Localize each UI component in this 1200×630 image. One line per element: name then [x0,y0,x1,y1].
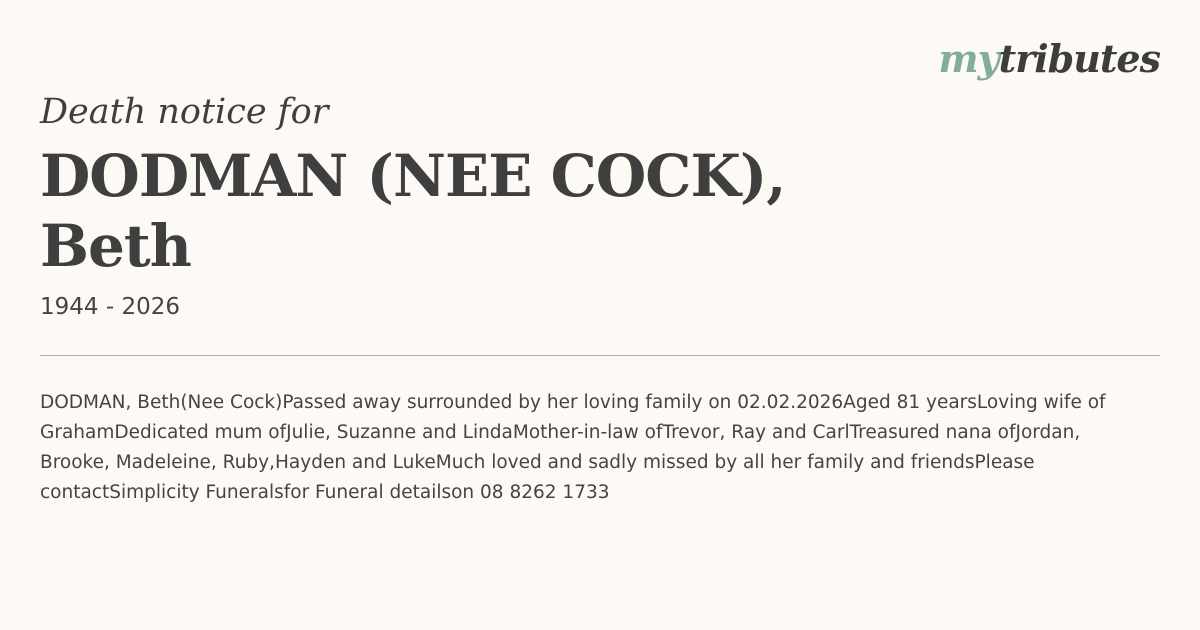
mytributes-logo[interactable] [938,34,1160,84]
logo-tributes-text: tributes [998,36,1160,81]
logo-my-text: my [938,36,999,81]
divider [40,355,1160,356]
deceased-name-line-2: Beth [40,212,191,280]
notice-body-line: contactSimplicity Funeralsfor Funeral detailson 08 8262 1733 [40,482,610,503]
notice-body-line: Brooke, Madeleine, Ruby,Hayden and LukeMuch loved and sadly missed by all her family and friendsPlease [40,452,1035,473]
notice-body-line: GrahamDedicated mum ofJulie, Suzanne and LindaMother-in-law ofTrevor, Ray and CarlTreasured nana ofJordan, [40,422,1081,443]
deceased-name-line-1: DODMAN (NEE COCK), [40,142,786,210]
deceased-name [40,141,800,281]
life-years: 1944 - 2026 [40,294,180,320]
notice-kicker: Death notice for [40,92,329,132]
notice-body [40,388,1160,508]
notice-body-line: DODMAN, Beth(Nee Cock)Passed away surrounded by her loving family on 02.02.2026Aged 81 yearsLoving wife of [40,392,1106,413]
